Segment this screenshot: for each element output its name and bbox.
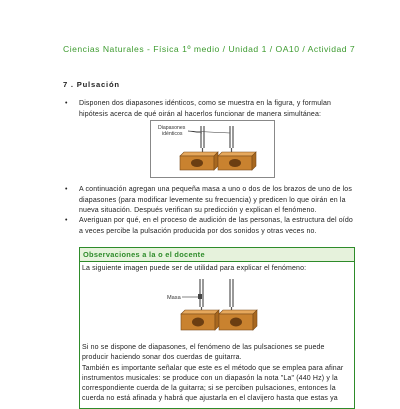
tuning-forks-figure <box>150 120 275 178</box>
bullet-item-3 <box>63 216 353 237</box>
mass-label: Masa <box>167 295 181 301</box>
tuning-forks-illustration <box>150 120 275 178</box>
bullet-text: Disponen dos diapasones idénticos, como se muestra en la figura, y formulan hipótesis acerca de qué oirán al hacerlos funcionar de manera simultánea: <box>79 100 332 118</box>
bullet-item-1 <box>63 99 353 120</box>
bullet-text: A continuación agregan una pequeña masa a uno o dos de los brazos de uno de los diapasones (para modificar levemente su frecuencia) y predicen lo que oirán en la nueva situación. Después verifican su predicción y explican el fenómeno. <box>79 186 352 214</box>
bullet-dot: • <box>65 100 68 107</box>
section-title: 7 . Pulsación <box>63 80 120 89</box>
teacher-notes-intro: La siguiente imagen puede ser de utilidad para explicar el fenómeno: <box>82 265 307 272</box>
bullet-dot: • <box>65 186 68 193</box>
bullet-text: Averiguan por qué, en el proceso de audición de las personas, la estructura del oído a veces percibe la pulsación producida por dos sonidos y otras veces no. <box>79 217 353 235</box>
bullet-item-2 <box>63 185 353 217</box>
forks-with-mass-figure <box>167 276 267 334</box>
teacher-notes-paragraph-1: Si no se dispone de diapasones, el fenómeno de las pulsaciones se puede producir haciendo sonar dos cuerdas de guitarra. <box>82 344 325 361</box>
document-header: Ciencias Naturales - Física 1º medio / Unidad 1 / OA10 / Actividad 7 <box>63 44 356 54</box>
teacher-notes-paragraph-2: También es importante señalar que este es el método que se emplea para afinar instrumentos musicales: se produce con un diapasón la nota "La" (440 Hz) y la correspondiente cuerda de la guitarra; si se perciben pulsaciones, entonces la cuerda no está afinada y habrá que ajustarla en el clavijero hasta que estas ya <box>82 365 344 402</box>
bullet-dot: • <box>65 217 68 224</box>
figure-label-line-2: idénticos <box>162 131 183 137</box>
forks-with-mass-illustration <box>167 276 267 334</box>
figure-label-line-1: Diapasones <box>158 125 186 131</box>
teacher-notes-title: Observaciones a la o el docente <box>80 248 354 262</box>
